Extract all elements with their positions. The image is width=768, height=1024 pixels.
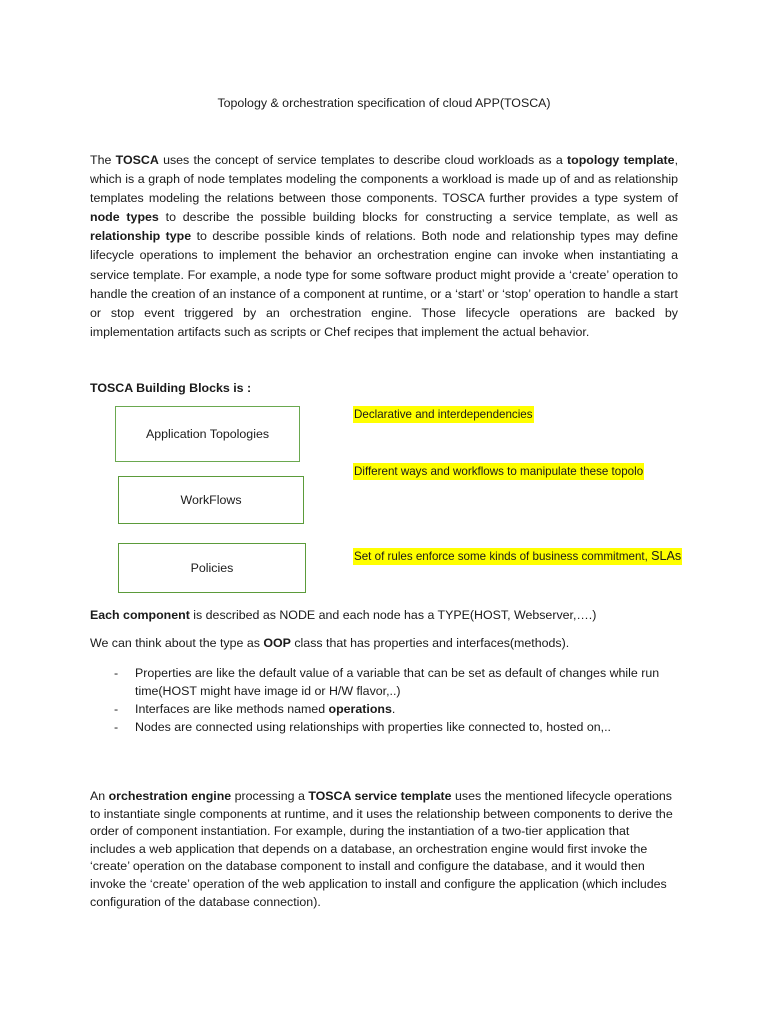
workflows-box <box>118 476 304 524</box>
closing-text: uses the mentioned lifecycle operations to instantiate single components at runtime, and it uses the relationship between components to derive the order of component instantiation. For example, during the instantiation of a two-tier application that includes a web application that depends on a database, an orchestration engine would first invoke the ‘create’ operation on the database component to install and configure the database, and it would then invoke the ‘create’ operation of the web application to install and configure the application (which includes configuration of the database connection). <box>90 789 673 909</box>
intro-text: to describe the possible building blocks for constructing a service template, as well as <box>158 210 678 225</box>
application-topologies-box <box>115 406 300 462</box>
tosca-service-template-term: TOSCA service template <box>308 789 452 803</box>
slas-text: SLAs <box>651 549 682 563</box>
intro-text: , which is a graph of node templates modeling the components a workload is made up of and as relationship templates modeling the relations between those components. TOSCA further provides a type system of <box>90 153 679 206</box>
policies-box <box>118 543 306 593</box>
box-label: Policies <box>190 561 234 575</box>
intro-text: to describe possible kinds of relations. Both node and relationship types may define lifecycle operations to implement the behavior an orchestration engine can invoke when instantiating a service template. For example, a node type for some software product might provide a ‘create’ operation to handle the creation of an instance of a component at runtime, or a ‘start’ or ‘stop’ operation to handle a start or stop event triggered by an orchestration engine. Those lifecycle operations are backed by implementation artifacts such as scripts or Chef recipes that implement the actual behavior. <box>90 229 678 339</box>
oop-text: class that has properties and interfaces(methods). <box>290 636 570 650</box>
bullet-text: Interfaces are like methods named <box>135 702 329 716</box>
highlighted-note: Different ways and workflows to manipulate these topolo <box>354 465 644 478</box>
intro-text: uses the concept of service templates to describe cloud workloads as a <box>158 153 568 167</box>
oop-term: OOP <box>263 636 291 650</box>
tosca-term: TOSCA <box>115 153 159 167</box>
bullet-dash: - <box>114 702 119 716</box>
relationship-type-term: relationship type <box>90 229 192 244</box>
each-component-term: Each component <box>90 608 190 622</box>
note-text: Set of rules enforce some kinds of business commitment, <box>354 550 652 563</box>
list-item <box>90 718 690 736</box>
bullet-text: Properties are like the default value of a variable that can be set as default of changes while run time(HOST might have image id or H/W flavor,..) <box>135 666 660 698</box>
component-line <box>90 607 596 623</box>
node-types-term: node types <box>90 210 159 225</box>
orchestration-engine-term: orchestration engine <box>108 789 232 803</box>
box-label: Application Topologies <box>145 427 270 441</box>
intro-text: The <box>90 153 116 167</box>
closing-text: processing a <box>231 789 309 803</box>
document-title: Topology & orchestration specification of cloud APP(TOSCA) <box>217 96 551 110</box>
bullet-dash: - <box>114 720 119 734</box>
bullet-dash: - <box>114 666 119 680</box>
bullet-text: . <box>391 702 396 716</box>
bullet-text: Nodes are connected using relationships with properties like connected to, hosted on,.. <box>135 720 611 734</box>
list-item <box>90 700 690 718</box>
list-item <box>90 664 690 700</box>
box-label: WorkFlows <box>180 493 242 507</box>
operations-term: operations <box>328 702 392 716</box>
bullet-list <box>90 664 690 736</box>
highlighted-note <box>353 548 682 565</box>
topology-template-term: topology template <box>567 153 675 167</box>
closing-paragraph <box>90 788 678 911</box>
intro-paragraph <box>90 151 678 342</box>
oop-line <box>90 635 569 651</box>
component-text: is described as NODE and each node has a TYPE(HOST, Webserver,….) <box>189 608 597 622</box>
closing-text: An <box>90 789 109 803</box>
highlighted-note: Declarative and interdependencies <box>354 408 533 421</box>
oop-text: We can think about the type as <box>90 636 264 650</box>
building-blocks-heading: TOSCA Building Blocks is : <box>90 381 252 395</box>
